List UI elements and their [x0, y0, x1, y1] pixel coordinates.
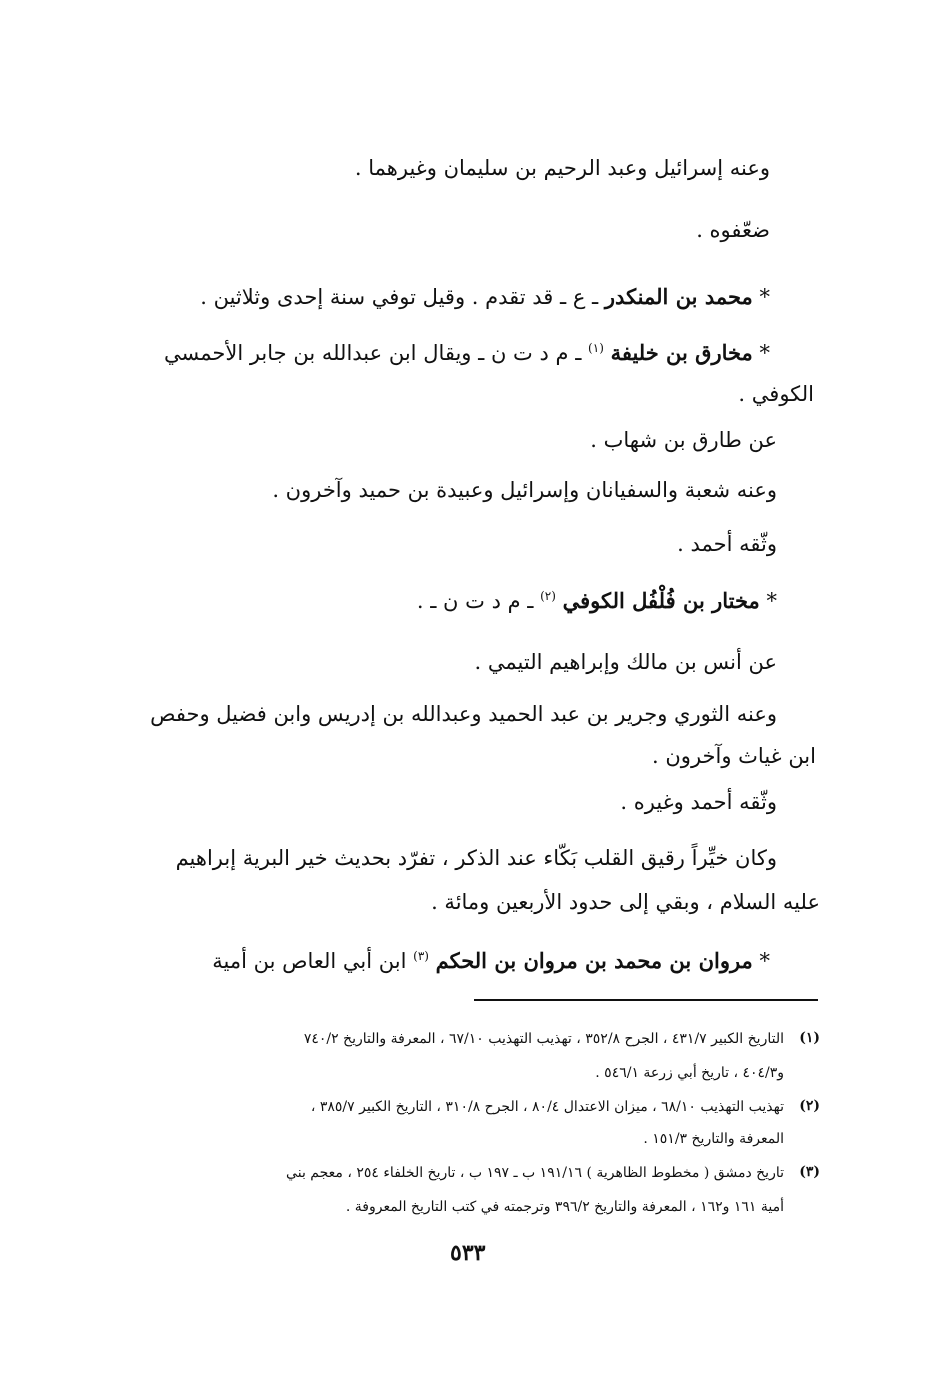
entry-name: محمد بن المنكدر	[604, 284, 753, 309]
entry-marwan-ibn-muhammad	[212, 950, 770, 972]
footnote-2-line-2: المعرفة والتاريخ ١٥١/٣ .	[643, 1131, 784, 1147]
entry-name: مختار بن فُلْفُل الكوفي	[562, 588, 760, 613]
entry-mukhariq-ibn-khalifa	[164, 342, 770, 364]
footnote-3-number: (٣)	[799, 1164, 820, 1180]
body-line-7: وعنه شعبة والسفيانان وإسرائيل وعبيدة بن حميد وآخرون .	[272, 478, 777, 502]
footnote-3-line-2: أمية ١٦١ و١٦٢ ، المعرفة والتاريخ ٣٩٦/٢ وترجمته في كتب التاريخ المعروفة .	[345, 1199, 784, 1215]
body-line-6: عن طارق بن شهاب .	[590, 428, 777, 452]
entry-star: *	[759, 949, 770, 973]
entry-text: ابن أبي العاص بن أمية	[212, 949, 407, 973]
entry-text: ـ م د ت ن ـ .	[416, 589, 534, 613]
body-line-2: ضعّفوه .	[696, 218, 770, 242]
body-line-5: الكوفي .	[738, 382, 814, 406]
body-line-11: وعنه الثوري وجرير بن عبد الحميد وعبدالله بن إدريس وابن فضيل وحفص	[150, 702, 777, 726]
entry-mukhtar-ibn-fulful	[417, 590, 777, 612]
entry-text: ـ ع ـ قد تقدم . وقيل توفي سنة إحدى وثلاثين .	[200, 285, 599, 309]
body-line-8: وثّقه أحمد .	[677, 532, 777, 556]
entry-star: *	[759, 341, 770, 365]
body-line-12: ابن غياث وآخرون .	[652, 744, 816, 768]
footnote-1-line-2: و٤٠٤/٣ ، تاريخ أبي زرعة ٥٤٦/١ .	[595, 1065, 784, 1081]
entry-muhammad-ibn-almunkadir	[200, 286, 770, 308]
footnote-3-line-1: تاريخ دمشق ( مخطوط الظاهرية ) ١٩١/١٦ ب ـ ١٩٧ ب ، تاريخ الخلفاء ٢٥٤ ، معجم بني	[286, 1165, 784, 1181]
body-line-13: وثّقه أحمد وغيره .	[620, 790, 777, 814]
body-line-1: وعنه إسرائيل وعبد الرحيم بن سليمان وغيرهما .	[354, 156, 770, 180]
body-line-10: عن أنس بن مالك وإبراهيم التيمي .	[474, 650, 777, 674]
footnote-ref-1: (١)	[588, 341, 604, 355]
body-line-14: وكان خيِّراً رقيق القلب بَكّاء عند الذكر ، تفرّد بحديث خير البرية إبراهيم	[175, 846, 777, 870]
entry-name: مخارق بن خليفة	[610, 340, 753, 365]
footnote-ref-3: (٣)	[413, 949, 429, 963]
footnote-1-number: (١)	[799, 1030, 820, 1046]
footnote-ref-2: (٢)	[540, 589, 556, 603]
entry-name: مروان بن محمد بن مروان بن الحكم	[435, 948, 753, 973]
page-number: ٥٣٣	[450, 1240, 486, 1266]
body-line-15: عليه السلام ، وبقي إلى حدود الأربعين ومائة .	[431, 890, 820, 914]
footnote-2-number: (٢)	[799, 1098, 820, 1114]
entry-text: ـ م د ت ن ـ ويقال ابن عبدالله بن جابر الأحمسي	[164, 341, 582, 365]
entry-star: *	[759, 285, 770, 309]
footnote-2-line-1: تهذيب التهذيب ٦٨/١٠ ، ميزان الاعتدال ٨٠/٤ ، الجرح ٣١٠/٨ ، التاريخ الكبير ٣٨٥/٧ ،	[310, 1099, 784, 1115]
footnote-separator	[474, 999, 818, 1001]
entry-star: *	[766, 589, 777, 613]
footnote-1-line-1: التاريخ الكبير ٤٣١/٧ ، الجرح ٣٥٢/٨ ، تهذيب التهذيب ٦٧/١٠ ، المعرفة والتاريخ ٧٤٠/٢	[303, 1031, 784, 1047]
